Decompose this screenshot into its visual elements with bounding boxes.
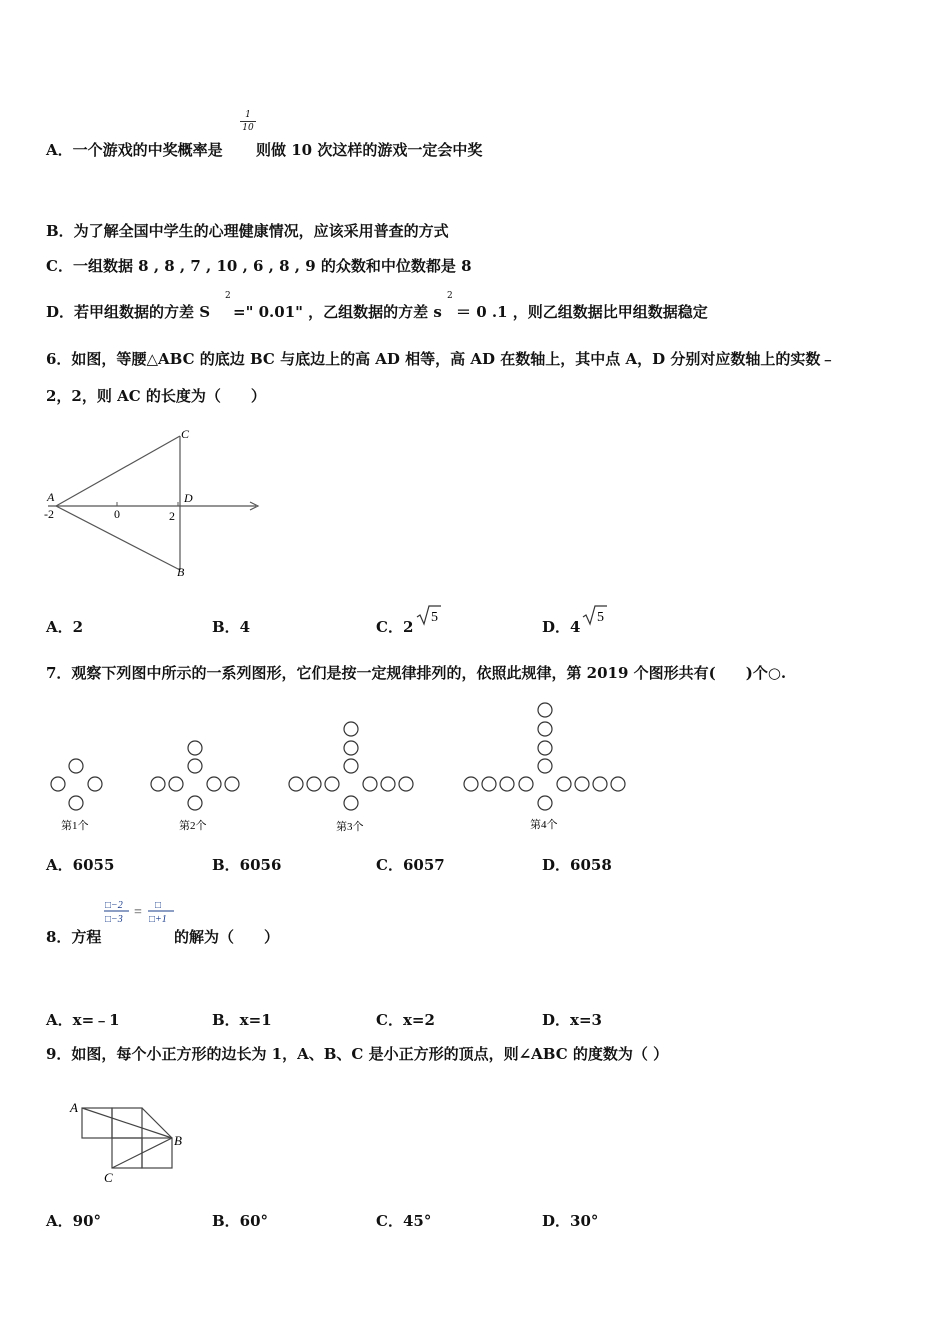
circle (88, 777, 102, 791)
circle (188, 796, 202, 810)
q7-pattern-figure (40, 700, 640, 840)
q8-stem-tail: 的解为（ ） (174, 928, 280, 946)
q8-option-c: C．x=2 (376, 1011, 435, 1029)
q6-option-d-sqrt (582, 604, 608, 626)
circle (289, 777, 303, 791)
circle (344, 722, 358, 736)
tick-label-2: 2 (169, 509, 175, 523)
circle (381, 777, 395, 791)
q5-option-d: D．若甲组数据的方差 S (46, 303, 211, 321)
circle (519, 777, 533, 791)
caption-figure-2: 第2个 (179, 820, 207, 832)
circle (538, 703, 552, 717)
eq-left-numerator: □−2 (105, 900, 123, 911)
label-b: B (174, 1133, 182, 1148)
circle (611, 777, 625, 791)
caption-figure-1: 第1个 (61, 820, 89, 832)
radicand: 5 (597, 610, 604, 625)
circle (344, 759, 358, 773)
tick-label-0: 0 (114, 507, 120, 521)
q7-option-d: D．6058 (542, 856, 612, 874)
circle (482, 777, 496, 791)
circle (225, 777, 239, 791)
q9-option-a: A．90° (46, 1212, 102, 1230)
circle (344, 741, 358, 755)
circle (325, 777, 339, 791)
circle (344, 796, 358, 810)
circle (500, 777, 514, 791)
segment-ac (56, 436, 180, 506)
q5-option-c: C．一组数据 8 , 8 , 7 , 10 , 6 , 8 , 9 的众数和中位数都是 8 (46, 257, 472, 275)
circle (188, 759, 202, 773)
q6-stem-line2: 2，2，则 AC 的长度为（ ） (46, 387, 266, 405)
q5-option-a-tail: 则做 10 次这样的游戏一定会中奖 (256, 141, 483, 159)
q9-option-d: D．30° (542, 1212, 599, 1230)
circle (363, 777, 377, 791)
eq-right-numerator: □ (155, 900, 162, 911)
circle (399, 777, 413, 791)
circle (593, 777, 607, 791)
q6-option-d: D．4 (542, 618, 581, 636)
circle (188, 741, 202, 755)
circle (538, 759, 552, 773)
q5-probability-fraction: 1 10 (240, 110, 256, 133)
q5-d-superscript-1: 2 (225, 291, 231, 301)
q8-option-a: A．x=﹣1 (46, 1011, 120, 1029)
eq-equals: = (134, 905, 142, 920)
circle (557, 777, 571, 791)
circle (307, 777, 321, 791)
q6-option-a: A．2 (46, 618, 84, 636)
q5-option-a: A．一个游戏的中奖概率是 (46, 141, 223, 159)
circle (207, 777, 221, 791)
q5-d-superscript-2: 2 (447, 291, 453, 301)
q6-option-b: B．4 (212, 618, 251, 636)
circle (538, 796, 552, 810)
q8-option-b: B．x=1 (212, 1011, 272, 1029)
label-a: A (47, 490, 55, 504)
q7-stem: 7．观察下列图中所示的一系列图形，它们是按一定规律排列的，依照此规律，第 2019 个图形共有( )个○. (46, 664, 787, 682)
segment-ab (82, 1108, 172, 1138)
circle (69, 759, 83, 773)
label-d: D (184, 491, 193, 505)
q6-stem-line1: 6．如图，等腰△ABC 的底边 BC 与底边上的高 AD 相等，高 AD 在数轴上，其中点 A，D 分别对应数轴上的实数﹣ (46, 350, 836, 368)
q7-option-b: B．6056 (212, 856, 282, 874)
q9-option-c: C．45° (376, 1212, 432, 1230)
q8-stem: 8．方程 (46, 928, 102, 946)
radicand: 5 (431, 610, 438, 625)
circle (464, 777, 478, 791)
eq-left-denominator: □−3 (105, 914, 123, 925)
circle (538, 741, 552, 755)
q6-option-c-sqrt (416, 604, 442, 626)
grid-square (142, 1138, 172, 1168)
label-a: A (70, 1100, 78, 1115)
circle (69, 796, 83, 810)
q7-option-c: C．6057 (376, 856, 445, 874)
circle (51, 777, 65, 791)
q5-option-d-middle: =" 0.01" ，乙组数据的方差 s (233, 303, 442, 321)
tick-label-minus-2: -2 (44, 507, 54, 521)
circle (151, 777, 165, 791)
q6-option-c: C．2 (376, 618, 414, 636)
q9-grid-figure (64, 1096, 194, 1188)
circle (575, 777, 589, 791)
q5-option-d-tail: ＝ 0 .1 ，则乙组数据比甲组数据稳定 (456, 303, 708, 321)
caption-figure-4: 第4个 (530, 819, 558, 831)
q9-option-b: B．60° (212, 1212, 269, 1230)
q8-option-d: D．x=3 (542, 1011, 602, 1029)
label-c: C (104, 1170, 113, 1185)
q6-triangle-figure (40, 424, 270, 584)
circle (538, 722, 552, 736)
caption-figure-3: 第3个 (336, 821, 364, 833)
circle (169, 777, 183, 791)
label-c: C (181, 427, 190, 441)
q9-stem: 9．如图，每个小正方形的边长为 1，A、B、C 是小正方形的顶点，则∠ABC 的度数为（ ） (46, 1045, 669, 1063)
grid-square (112, 1138, 142, 1168)
q7-option-a: A．6055 (46, 856, 115, 874)
q5-option-b: B．为了解全国中学生的心理健康情况，应该采用普查的方式 (46, 222, 449, 240)
label-b: B (177, 565, 185, 579)
eq-right-denominator: □+1 (149, 914, 167, 925)
q8-equation (102, 897, 180, 927)
